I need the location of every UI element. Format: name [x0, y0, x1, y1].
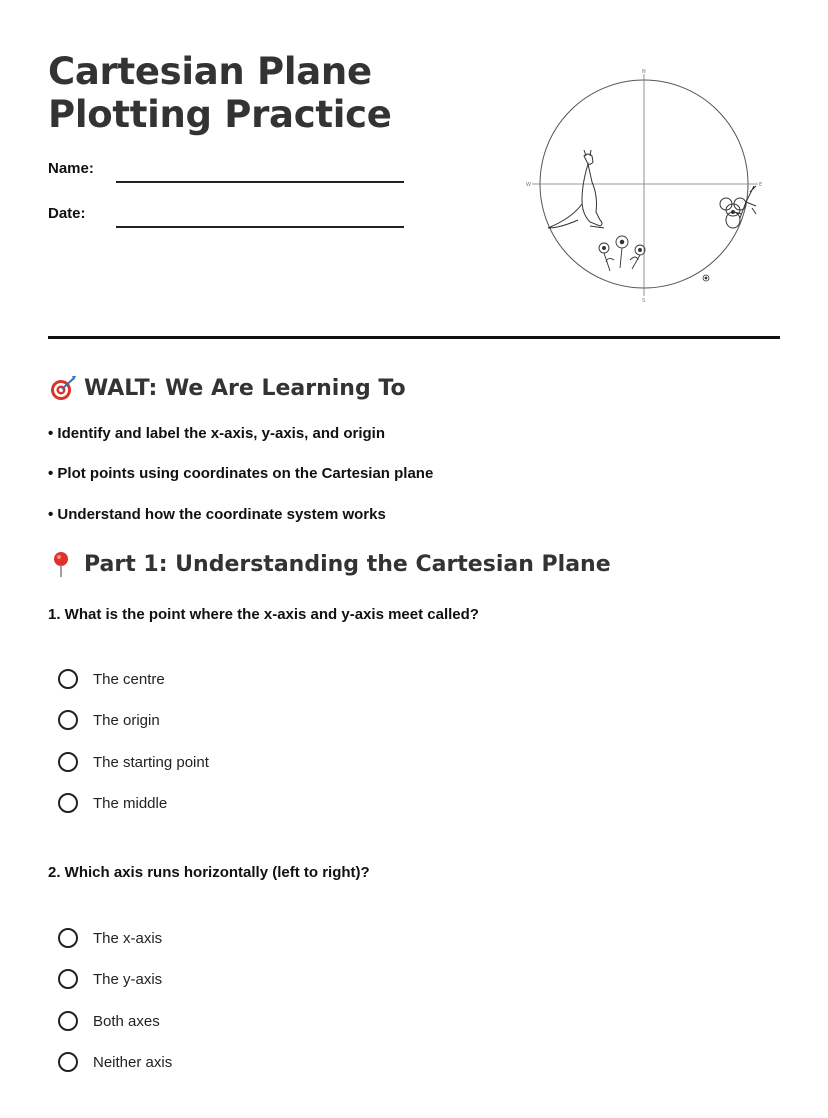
- option-label: The y-axis: [93, 970, 163, 988]
- option-label: The starting point: [93, 753, 209, 771]
- name-write-line[interactable]: [116, 181, 404, 183]
- svg-text:S: S: [642, 298, 646, 304]
- option-label: The origin: [93, 711, 160, 729]
- radio-button[interactable]: [58, 1011, 78, 1031]
- q1-option-1[interactable]: [58, 667, 165, 691]
- part1-heading-text: Part 1: Understanding the Cartesian Plane: [84, 551, 611, 577]
- radio-button[interactable]: [58, 928, 78, 948]
- radio-button[interactable]: [58, 669, 78, 689]
- question-2: 2. Which axis runs horizontally (left to right)?: [48, 864, 370, 881]
- svg-text:W: W: [526, 182, 531, 188]
- q2-option-2[interactable]: [58, 967, 162, 991]
- walt-heading-text: WALT: We Are Learning To: [84, 375, 406, 401]
- option-label: The middle: [93, 794, 168, 812]
- svg-text:N: N: [642, 69, 646, 75]
- kangaroo-icon: [548, 150, 604, 228]
- option-label: Both axes: [93, 1012, 160, 1030]
- name-field: [48, 160, 408, 184]
- radio-button[interactable]: [58, 1052, 78, 1072]
- flowers-icon: [599, 236, 645, 271]
- target-dart-icon: [48, 374, 78, 402]
- option-label: Neither axis: [93, 1053, 173, 1071]
- q2-option-1[interactable]: [58, 926, 162, 950]
- part1-heading: [48, 550, 611, 578]
- q2-option-3[interactable]: [58, 1009, 160, 1033]
- date-write-line[interactable]: [116, 226, 404, 228]
- walt-bullet-2: • Plot points using coordinates on the Cartesian plane: [48, 465, 434, 482]
- q1-option-4[interactable]: [58, 791, 167, 815]
- walt-bullet-1: • Identify and label the x-axis, y-axis, and origin: [48, 425, 386, 442]
- q1-option-2[interactable]: [58, 708, 160, 732]
- svg-text:E: E: [759, 182, 763, 188]
- small-flower-icon: [703, 275, 709, 281]
- branch-icon: [734, 186, 756, 218]
- walt-bullet-3: • Understand how the coordinate system works: [48, 506, 386, 523]
- question-1: 1. What is the point where the x-axis and y-axis meet called?: [48, 606, 479, 623]
- option-label: The x-axis: [93, 929, 163, 947]
- q1-option-3[interactable]: [58, 750, 209, 774]
- radio-button[interactable]: [58, 793, 78, 813]
- date-label: Date:: [48, 205, 86, 222]
- radio-button[interactable]: [58, 969, 78, 989]
- cartesian-plane-illustration: [526, 64, 766, 308]
- radio-button[interactable]: [58, 752, 78, 772]
- map-pin-icon: [48, 550, 78, 578]
- option-label: The centre: [93, 670, 165, 688]
- page-title: Cartesian Plane Plotting Practice: [48, 50, 392, 136]
- walt-heading: [48, 374, 406, 402]
- section-divider: [48, 336, 780, 339]
- name-label: Name:: [48, 160, 94, 177]
- radio-button[interactable]: [58, 710, 78, 730]
- q2-option-4[interactable]: [58, 1050, 172, 1074]
- date-field: [48, 205, 408, 229]
